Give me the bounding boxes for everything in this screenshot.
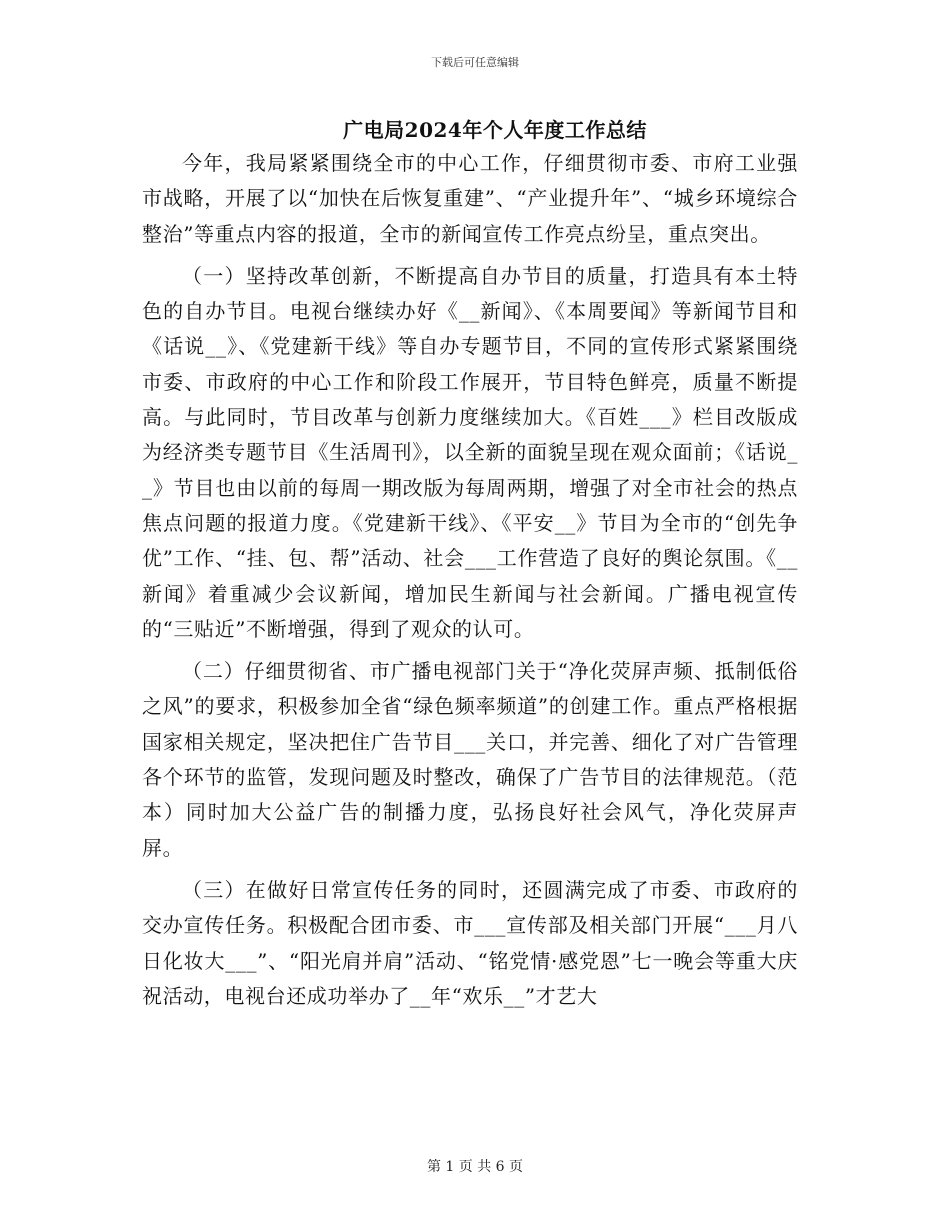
- page-number-footer: 第 1 页 共 6 页: [426, 1159, 524, 1175]
- header-note: 下载后可任意编辑: [431, 56, 519, 69]
- paragraph-section-1: （一）坚持改革创新，不断提高自办节目的质量，打造具有本土特色的自办节目。电视台继续办好《__新闻》、《本周要闻》等新闻节目和《话说__》、《党建新干线》等自办专题节目，不同的宣传形式紧紧围绕市委、市政府的中心工作和阶段工作展开，节目特色鲜亮，质量不断提高。与此同时，节目改革与创新力度继续加大。《百姓___》栏目改版成为经济类专题节目《生活周刊》，以全新的面貌呈现在观众面前；《话说__》节目也由以前的每周一期改版为每周两期，增强了对全市社会的热点焦点问题的报道力度。《党建新干线》、《平安__》节目为全市的“创先争优”工作、“挂、包、帮”活动、社会___工作营造了良好的舆论氛围。《__新闻》着重减少会议新闻，增加民生新闻与社会新闻。广播电视宣传的“三贴近”不断增强，得到了观众的认可。: [142, 263, 798, 641]
- document-body: [142, 146, 798, 1021]
- paragraph-section-2: （二）仔细贯彻省、市广播电视部门关于“净化荧屏声频、抵制低俗之风”的要求，积极参加全省“绿色频率频道”的创建工作。重点严格根据国家相关规定，坚决把住广告节目___关口，并完善、细化了对广告管理各个环节的监管，发现问题及时整改，确保了广告节目的法律规范。（范本）同时加大公益广告的制播力度，弘扬良好社会风气，净化荧屏声屏。: [142, 659, 798, 860]
- paragraph-section-3: （三）在做好日常宣传任务的同时，还圆满完成了市委、市政府的交办宣传任务。积极配合团市委、市___宣传部及相关部门开展“___月八日化妆大___”、“阳光肩并肩”活动、“铭党情·感党恩”七一晚会等重大庆祝活动，电视台还成功举办了__年“欢乐__”才艺大: [142, 877, 798, 1008]
- document-title: 广电局2024年个人年度工作总结: [343, 118, 647, 142]
- paragraph-intro: 今年，我局紧紧围绕全市的中心工作，仔细贯彻市委、市府工业强市战略，开展了以“加快在后恢复重建”、“产业提升年”、“城乡环境综合整治”等重点内容的报道，全市的新闻宣传工作亮点纷呈，重点突出。: [142, 151, 798, 246]
